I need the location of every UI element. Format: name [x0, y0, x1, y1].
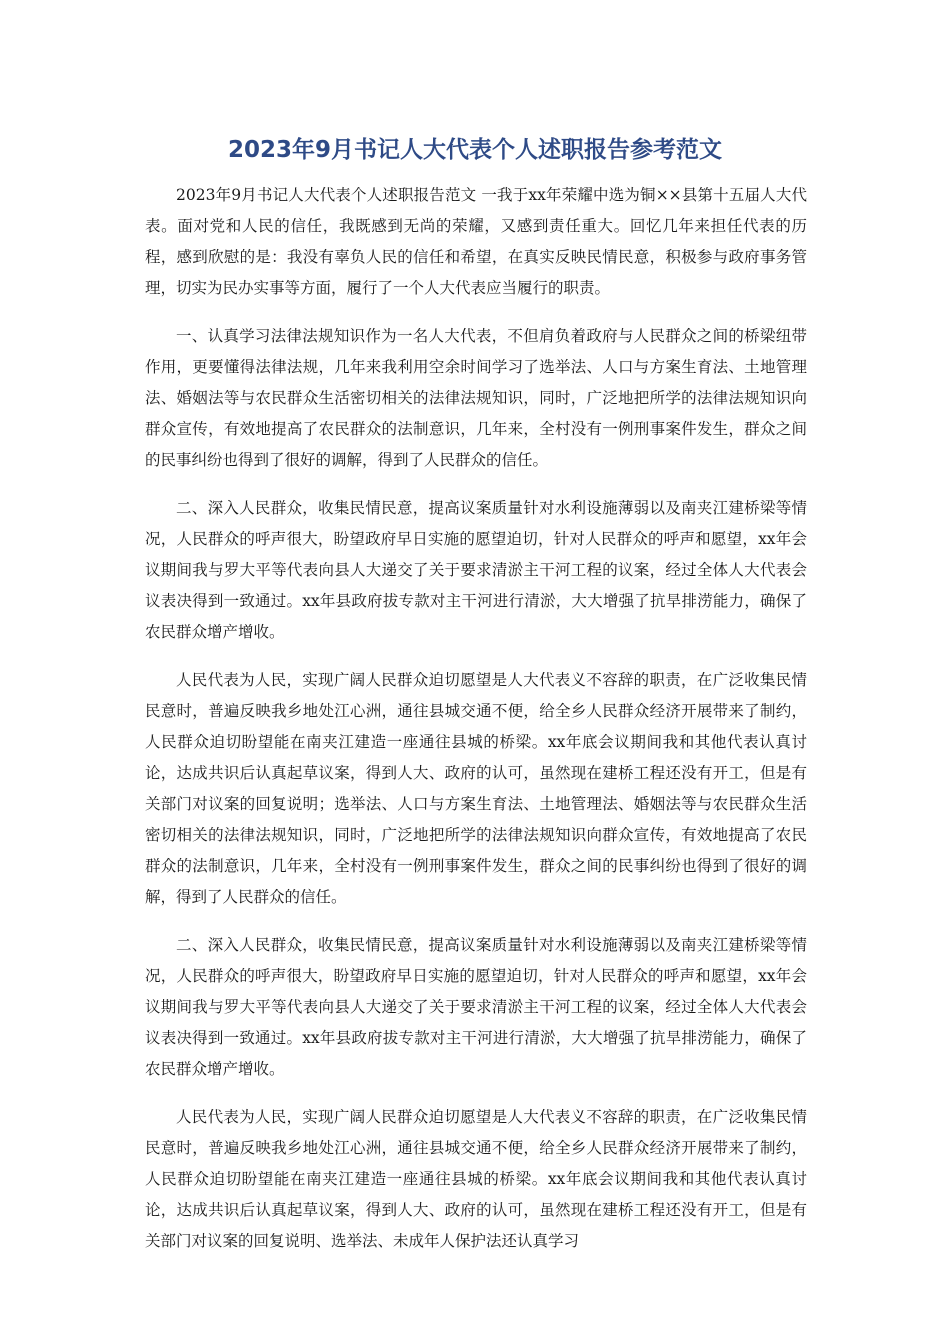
- paragraph-study-law: 一、认真学习法律法规知识作为一名人大代表，不但肩负着政府与人民群众之间的桥梁纽带作用，更要懂得法律法规，几年来我利用空余时间学习了选举法、人口与方案生育法、土地管理法、婚姻法等与农民群众生活密切相关的法律法规知识，同时，广泛地把所学的法律法规知识向群众宣传，有效地提高了农民群众的法制意识，几年来，全村没有一例刑事案件发生，群众之间的民事纠纷也得到了很好的调解，得到了人民群众的信任。: [145, 327, 807, 469]
- paragraph-bridge: 人民代表为人民，实现广阔人民群众迫切愿望是人大代表义不容辞的职责，在广泛收集民情民意时，普遍反映我乡地处江心洲，通往县城交通不便，给全乡人民群众经济开展带来了制约，人民群众迫切盼望能在南夹江建造一座通往县城的桥梁。xx年底会议期间我和其他代表认真讨论，达成共识后认真起草议案，得到人大、政府的认可，虽然现在建桥工程还没有开工，但是有关部门对议案的回复说明；选举法、人口与方案生育法、土地管理法、婚姻法等与农民群众生活密切相关的法律法规知识，同时，广泛地把所学的法律法规知识向群众宣传，有效地提高了农民群众的法制意识，几年来，全村没有一例刑事案件发生，群众之间的民事纠纷也得到了很好的调解，得到了人民群众的信任。: [145, 671, 807, 906]
- paragraph-proposal: 二、深入人民群众，收集民情民意，提高议案质量针对水利设施薄弱以及南夹江建桥梁等情况，人民群众的呼声很大，盼望政府早日实施的愿望迫切，针对人民群众的呼声和愿望，xx年会议期间我与罗大平等代表向县人大递交了关于要求清淤主干河工程的议案，经过全体人大代表会议表决得到一致通过。xx年县政府拔专款对主干河进行清淤，大大增强了抗旱排涝能力，确保了农民群众增产增收。: [145, 499, 807, 641]
- document-title: 2023年9月书记人大代表个人述职报告参考范文: [227, 137, 723, 163]
- document-body: [145, 180, 807, 1274]
- paragraph-proposal-repeat: 二、深入人民群众，收集民情民意，提高议案质量针对水利设施薄弱以及南夹江建桥梁等情况，人民群众的呼声很大，盼望政府早日实施的愿望迫切，针对人民群众的呼声和愿望，xx年会议期间我与罗大平等代表向县人大递交了关于要求清淤主干河工程的议案，经过全体人大代表会议表决得到一致通过。xx年县政府拔专款对主干河进行清淤，大大增强了抗旱排涝能力，确保了农民群众增产增收。: [145, 936, 807, 1078]
- paragraph-intro: 2023年9月书记人大代表个人述职报告范文 一我于xx年荣耀中选为铜××县第十五届人大代表。面对党和人民的信任，我既感到无尚的荣耀，又感到责任重大。回忆几年来担任代表的历程，感到欣慰的是：我没有辜负人民的信任和希望，在真实反映民情民意，积极参与政府事务管理，切实为民办实事等方面，履行了一个人大代表应当履行的职责。: [145, 186, 807, 297]
- paragraph-bridge-repeat: 人民代表为人民，实现广阔人民群众迫切愿望是人大代表义不容辞的职责，在广泛收集民情民意时，普遍反映我乡地处江心洲，通往县城交通不便，给全乡人民群众经济开展带来了制约，人民群众迫切盼望能在南夹江建造一座通往县城的桥梁。xx年底会议期间我和其他代表认真讨论，达成共识后认真起草议案，得到人大、政府的认可，虽然现在建桥工程还没有开工，但是有关部门对议案的回复说明、选举法、未成年人保护法还认真学习: [145, 1108, 807, 1250]
